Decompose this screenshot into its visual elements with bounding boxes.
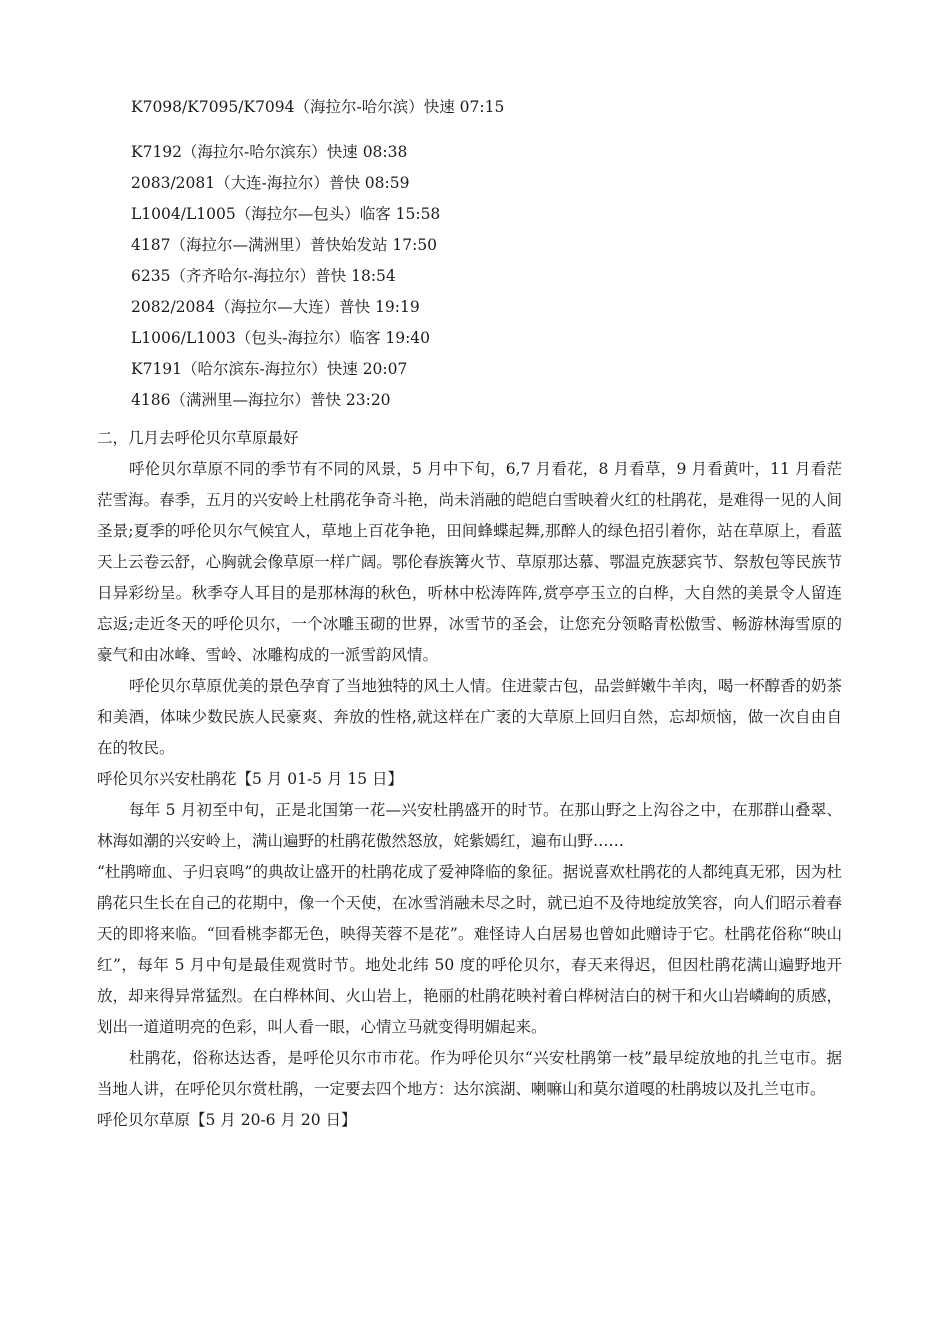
paragraph: 呼伦贝尔草原优美的景色孕育了当地独特的风土人情。住进蒙古包，品尝鲜嫩牛羊肉，喝一杯醇香的奶茶和美酒，体味少数民族人民豪爽、奔放的性格,就这样在广袤的大草原上回归自然，忘却烦恼，做一次自由自在的牧民。 bbox=[97, 677, 843, 757]
train-line: 6235（齐齐哈尔-海拉尔）普快 18:54 bbox=[131, 267, 396, 285]
train-line: L1004/L1005（海拉尔—包头）临客 15:58 bbox=[131, 205, 441, 223]
paragraph: 呼伦贝尔草原不同的季节有不同的风景，5 月中下旬，6,7 月看花，8 月看草，9 月看黄叶，11 月看茫茫雪海。春季，五月的兴安岭上杜鹃花争奇斗艳，尚未消融的皑皑白雪映着火红的杜鹃花，是难得一见的人间圣景;夏季的呼伦贝尔气候宜人，草地上百花争艳，田间蜂蝶起舞,那醉人的绿色招引着你，站在草原上，看蓝天上云卷云舒，心胸就会像草原一样广阔。鄂伦春族篝火节、草原那达慕、鄂温克族瑟宾节、祭敖包等民族节日异彩纷呈。秋季夺人耳目的是那林海的秋色，听林中松涛阵阵,赏亭亭玉立的白桦，大自然的美景令人留连忘返;走近冬天的呼伦贝尔，一个冰雕玉砌的世界，冰雪节的圣会，让您充分领略青松傲雪、畅游林海雪原的豪气和由冰峰、雪岭、冰雕构成的一派雪韵风情。 bbox=[97, 460, 842, 664]
train-schedule bbox=[131, 92, 504, 416]
train-line: 4187（海拉尔—满洲里）普快始发站 17:50 bbox=[131, 236, 438, 254]
section-heading: 呼伦贝尔兴安杜鹃花【5 月 01-5 月 15 日】 bbox=[97, 770, 404, 788]
paragraph: 每年 5 月初至中旬，正是北国第一花—兴安杜鹃盛开的时节。在那山野之上沟谷之中，在那群山叠翠、林海如潮的兴安岭上，满山遍野的杜鹃花傲然怒放，姹紫嫣红，遍布山野…… bbox=[97, 801, 842, 850]
train-line: 2083/2081（大连-海拉尔）普快 08:59 bbox=[131, 174, 410, 192]
train-line: K7191（哈尔滨东-海拉尔）快速 20:07 bbox=[131, 360, 408, 378]
paragraph: 杜鹃花，俗称达达香，是呼伦贝尔市市花。作为呼伦贝尔“兴安杜鹃第一枝”最早绽放地的扎兰屯市。据当地人讲，在呼伦贝尔赏杜鹃，一定要去四个地方：达尔滨湖、喇嘛山和莫尔道嘎的杜鹃坡以及扎兰屯市。 bbox=[97, 1049, 842, 1098]
train-line: 2082/2084（海拉尔—大连）普快 19:19 bbox=[131, 298, 420, 316]
article-body bbox=[97, 423, 842, 1136]
train-line: K7192（海拉尔-哈尔滨东）快速 08:38 bbox=[131, 143, 408, 161]
train-line: K7098/K7095/K7094（海拉尔-哈尔滨）快速 07:15 bbox=[131, 98, 505, 116]
section-heading: 二，几月去呼伦贝尔草原最好 bbox=[97, 429, 299, 447]
section-heading: 呼伦贝尔草原【5 月 20-6 月 20 日】 bbox=[97, 1111, 357, 1129]
train-line: L1006/L1003（包头-海拉尔）临客 19:40 bbox=[131, 329, 431, 347]
train-line: 4186（满洲里—海拉尔）普快 23:20 bbox=[131, 391, 391, 409]
paragraph: “杜鹃啼血、子归哀鸣”的典故让盛开的杜鹃花成了爱神降临的象征。据说喜欢杜鹃花的人都纯真无邪，因为杜鹃花只生长在自己的花期中，像一个天使，在冰雪消融未尽之时，就已迫不及待地绽放笑容，向人们昭示着春天的即将来临。“回看桃李都无色，映得芙蓉不是花”。难怪诗人白居易也曾如此赠诗于它。杜鹃花俗称“映山红”，每年 5 月中旬是最佳观赏时节。地处北纬 50 度的呼伦贝尔，春天来得迟，但因杜鹃花满山遍野地开放，却来得异常猛烈。在白桦林间、火山岩上，艳丽的杜鹃花映衬着白桦树洁白的树干和火山岩嶙峋的质感，划出一道道明亮的色彩，叫人看一眼，心情立马就变得明媚起来。 bbox=[97, 863, 842, 1036]
